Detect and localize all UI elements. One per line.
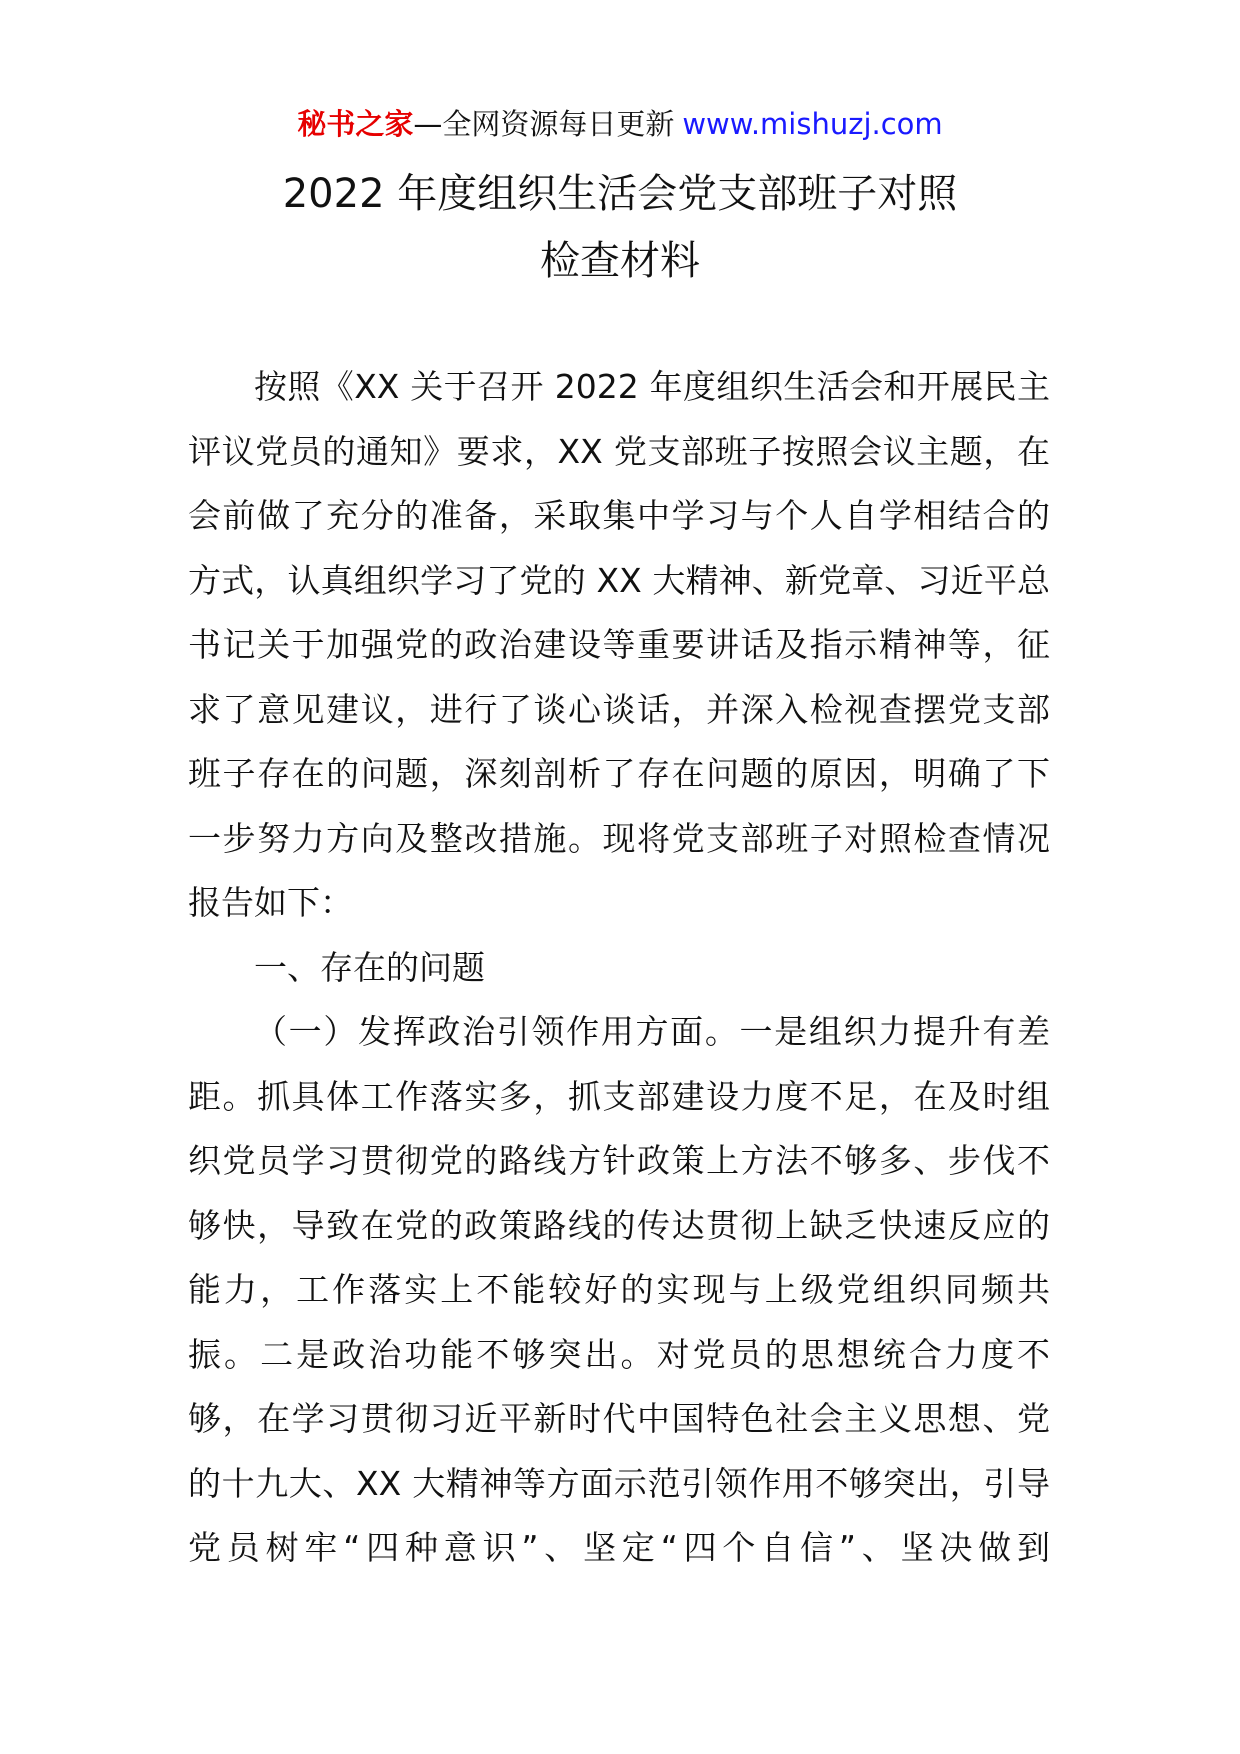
document-title-line-2: 检查材料 bbox=[540, 238, 700, 284]
paragraph-line: 够，在学习贯彻习近平新时代中国特色社会主义思想、党 bbox=[188, 1399, 1050, 1438]
paragraph-line: 班子存在的问题，深刻剖析了存在问题的原因，明确了下 bbox=[188, 754, 1050, 793]
site-header bbox=[0, 104, 1240, 144]
document-title-line-1: 2022 年度组织生活会党支部班子对照 bbox=[282, 171, 958, 217]
document-body bbox=[188, 355, 1050, 1581]
paragraph-line: 织党员学习贯彻党的路线方针政策上方法不够多、步伐不 bbox=[188, 1141, 1050, 1180]
site-url-link[interactable]: www.mishuzj.com bbox=[682, 107, 943, 141]
paragraph-line: 按照《XX 关于召开 2022 年度组织生活会和开展民主 bbox=[254, 367, 1050, 406]
paragraph-line: 书记关于加强党的政治建设等重要讲话及指示精神等，征 bbox=[188, 625, 1050, 664]
paragraph-line: 党员树牢“四种意识”、坚定“四个自信”、坚决做到 bbox=[188, 1528, 1050, 1567]
paragraph-line: 距。抓具体工作落实多，抓支部建设力度不足，在及时组 bbox=[188, 1076, 1050, 1116]
paragraph-line: 的十九大、XX 大精神等方面示范引领作用不够突出，引导 bbox=[188, 1463, 1050, 1503]
paragraph-line: 一步努力方向及整改措施。现将党支部班子对照检查情况 bbox=[188, 818, 1050, 858]
paragraph-line: 够快，导致在党的政策路线的传达贯彻上缺乏快速反应的 bbox=[188, 1205, 1050, 1245]
paragraph-line: 求了意见建议，进行了谈心谈话，并深入检视查摆党支部 bbox=[188, 689, 1050, 729]
header-tagline: —全网资源每日更新 bbox=[413, 107, 675, 141]
section-heading: 一、存在的问题 bbox=[254, 947, 485, 987]
brand-name: 秘书之家 bbox=[297, 107, 414, 141]
paragraph-line: 振。二是政治功能不够突出。对党员的思想统合力度不 bbox=[188, 1334, 1050, 1374]
paragraph-line: 评议党员的通知》要求，XX 党支部班子按照会议主题，在 bbox=[188, 431, 1050, 471]
paragraph-line: 能力，工作落实上不能较好的实现与上级党组织同频共 bbox=[188, 1270, 1050, 1309]
paragraph-line: 报告如下： bbox=[188, 883, 353, 922]
paragraph-line: （一）发挥政治引领作用方面。一是组织力提升有差 bbox=[254, 1012, 1050, 1051]
paragraph-line: 会前做了充分的准备，采取集中学习与个人自学相结合的 bbox=[188, 496, 1050, 535]
paragraph-line: 方式，认真组织学习了党的 XX 大精神、新党章、习近平总 bbox=[188, 560, 1050, 600]
